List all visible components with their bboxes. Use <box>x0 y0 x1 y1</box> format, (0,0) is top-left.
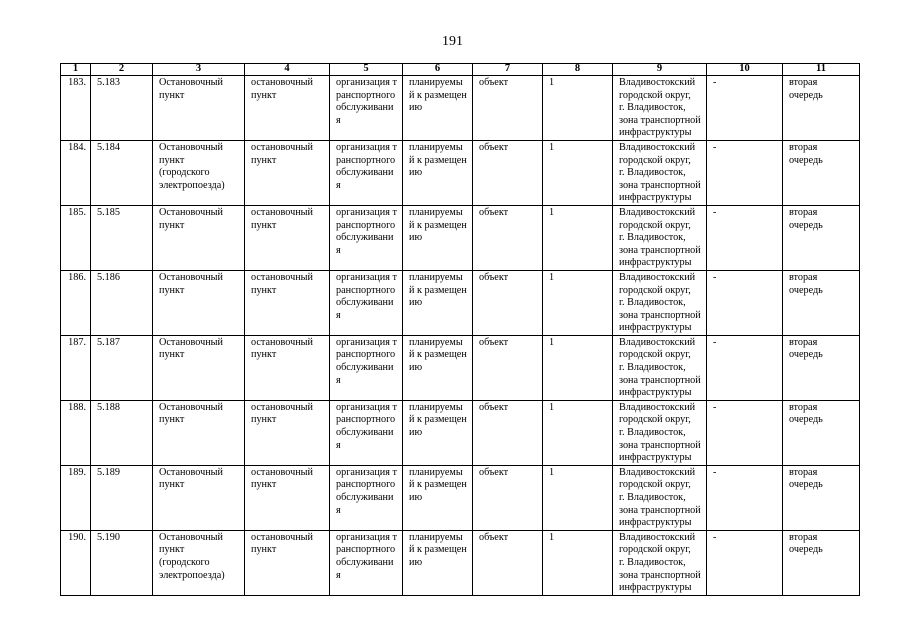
object-zones: - <box>707 335 783 400</box>
object-code: 5.190 <box>91 530 153 595</box>
row-number: 183. <box>61 76 91 141</box>
object-zones: - <box>707 465 783 530</box>
table-header-row <box>61 64 860 76</box>
object-quantity: 1 <box>543 205 613 270</box>
object-status: планируемый к размещению <box>403 270 473 335</box>
object-type: объект <box>473 270 543 335</box>
column-header: 4 <box>245 64 330 76</box>
object-name: Остановочный пункт <box>153 76 245 141</box>
row-number: 187. <box>61 335 91 400</box>
object-location: Владивостокский городской округ, г. Владивосток, зона транспортной инфраструктуры <box>613 465 707 530</box>
object-purpose: организация транспортного обслуживания <box>330 76 403 141</box>
row-number: 185. <box>61 205 91 270</box>
object-name: Остановочный пункт (городского электропоезда) <box>153 530 245 595</box>
object-order: вторая очередь <box>783 205 860 270</box>
object-kind: остановочный пункт <box>245 205 330 270</box>
row-number: 186. <box>61 270 91 335</box>
object-purpose: организация транспортного обслуживания <box>330 335 403 400</box>
object-purpose: организация транспортного обслуживания <box>330 140 403 205</box>
object-purpose: организация транспортного обслуживания <box>330 205 403 270</box>
table-row <box>61 465 860 530</box>
row-number: 188. <box>61 400 91 465</box>
object-type: объект <box>473 400 543 465</box>
object-code: 5.186 <box>91 270 153 335</box>
object-code: 5.185 <box>91 205 153 270</box>
column-header: 8 <box>543 64 613 76</box>
object-status: планируемый к размещению <box>403 205 473 270</box>
object-quantity: 1 <box>543 530 613 595</box>
object-purpose: организация транспортного обслуживания <box>330 530 403 595</box>
object-location: Владивостокский городской округ, г. Владивосток, зона транспортной инфраструктуры <box>613 76 707 141</box>
object-kind: остановочный пункт <box>245 530 330 595</box>
object-purpose: организация транспортного обслуживания <box>330 465 403 530</box>
object-quantity: 1 <box>543 76 613 141</box>
object-kind: остановочный пункт <box>245 270 330 335</box>
object-quantity: 1 <box>543 140 613 205</box>
row-number: 190. <box>61 530 91 595</box>
object-code: 5.189 <box>91 465 153 530</box>
object-order: вторая очередь <box>783 335 860 400</box>
row-number: 189. <box>61 465 91 530</box>
object-type: объект <box>473 335 543 400</box>
object-status: планируемый к размещению <box>403 335 473 400</box>
object-purpose: организация транспортного обслуживания <box>330 400 403 465</box>
object-type: объект <box>473 76 543 141</box>
object-order: вторая очередь <box>783 465 860 530</box>
table-row <box>61 335 860 400</box>
column-header: 2 <box>91 64 153 76</box>
object-kind: остановочный пункт <box>245 400 330 465</box>
object-order: вторая очередь <box>783 270 860 335</box>
object-code: 5.183 <box>91 76 153 141</box>
object-order: вторая очередь <box>783 76 860 141</box>
table-row <box>61 530 860 595</box>
object-name: Остановочный пункт <box>153 400 245 465</box>
object-location: Владивостокский городской округ, г. Владивосток, зона транспортной инфраструктуры <box>613 205 707 270</box>
object-purpose: организация транспортного обслуживания <box>330 270 403 335</box>
page-number: 191 <box>442 34 463 49</box>
object-location: Владивостокский городской округ, г. Владивосток, зона транспортной инфраструктуры <box>613 140 707 205</box>
object-type: объект <box>473 465 543 530</box>
object-code: 5.187 <box>91 335 153 400</box>
object-kind: остановочный пункт <box>245 140 330 205</box>
table-row <box>61 205 860 270</box>
column-header: 7 <box>473 64 543 76</box>
object-status: планируемый к размещению <box>403 530 473 595</box>
column-header: 9 <box>613 64 707 76</box>
object-kind: остановочный пункт <box>245 76 330 141</box>
object-zones: - <box>707 270 783 335</box>
object-location: Владивостокский городской округ, г. Владивосток, зона транспортной инфраструктуры <box>613 400 707 465</box>
object-order: вторая очередь <box>783 140 860 205</box>
object-quantity: 1 <box>543 465 613 530</box>
object-status: планируемый к размещению <box>403 465 473 530</box>
object-quantity: 1 <box>543 335 613 400</box>
column-header: 1 <box>61 64 91 76</box>
object-name: Остановочный пункт (городского электропоезда) <box>153 140 245 205</box>
object-location: Владивостокский городской округ, г. Владивосток, зона транспортной инфраструктуры <box>613 530 707 595</box>
object-location: Владивостокский городской округ, г. Владивосток, зона транспортной инфраструктуры <box>613 270 707 335</box>
object-type: объект <box>473 530 543 595</box>
object-zones: - <box>707 205 783 270</box>
object-status: планируемый к размещению <box>403 76 473 141</box>
objects-table <box>60 63 860 596</box>
object-name: Остановочный пункт <box>153 205 245 270</box>
object-status: планируемый к размещению <box>403 400 473 465</box>
object-name: Остановочный пункт <box>153 335 245 400</box>
column-header: 5 <box>330 64 403 76</box>
table-row <box>61 400 860 465</box>
object-name: Остановочный пункт <box>153 270 245 335</box>
column-header: 3 <box>153 64 245 76</box>
object-quantity: 1 <box>543 270 613 335</box>
object-quantity: 1 <box>543 400 613 465</box>
row-number: 184. <box>61 140 91 205</box>
column-header: 6 <box>403 64 473 76</box>
object-code: 5.188 <box>91 400 153 465</box>
table-row <box>61 76 860 141</box>
object-status: планируемый к размещению <box>403 140 473 205</box>
object-zones: - <box>707 530 783 595</box>
table-row <box>61 270 860 335</box>
object-location: Владивостокский городской округ, г. Владивосток, зона транспортной инфраструктуры <box>613 335 707 400</box>
table-row <box>61 140 860 205</box>
object-type: объект <box>473 140 543 205</box>
object-order: вторая очередь <box>783 530 860 595</box>
object-code: 5.184 <box>91 140 153 205</box>
object-zones: - <box>707 140 783 205</box>
object-zones: - <box>707 76 783 141</box>
object-kind: остановочный пункт <box>245 465 330 530</box>
object-zones: - <box>707 400 783 465</box>
column-header: 10 <box>707 64 783 76</box>
object-order: вторая очередь <box>783 400 860 465</box>
object-name: Остановочный пункт <box>153 465 245 530</box>
object-type: объект <box>473 205 543 270</box>
object-kind: остановочный пункт <box>245 335 330 400</box>
column-header: 11 <box>783 64 860 76</box>
